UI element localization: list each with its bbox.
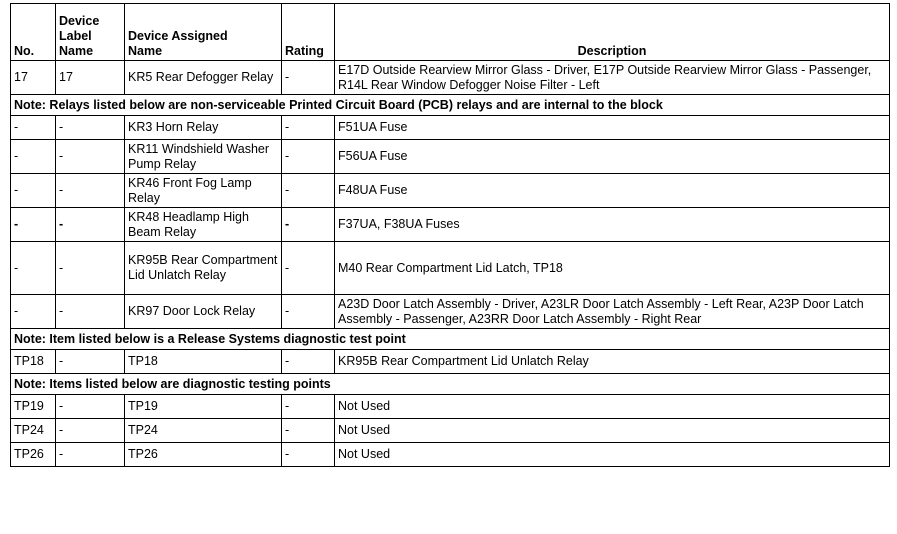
cell-label: - [56, 350, 125, 374]
cell-label: - [56, 174, 125, 208]
cell-description: Not Used [335, 395, 890, 419]
cell-no: - [11, 295, 56, 329]
cell-rating: - [282, 242, 335, 295]
cell-label: - [56, 116, 125, 140]
cell-assigned: TP19 [125, 395, 282, 419]
note-row [11, 95, 890, 116]
table-row [11, 174, 890, 208]
cell-rating: - [282, 116, 335, 140]
note-text: Note: Items listed below are diagnostic testing points [11, 374, 890, 395]
cell-no: TP26 [11, 443, 56, 467]
cell-assigned: KR95B Rear Compartment Lid Unlatch Relay [125, 242, 282, 295]
cell-label: - [56, 242, 125, 295]
header-rating: Rating [282, 4, 335, 61]
cell-assigned: KR11 Windshield Washer Pump Relay [125, 140, 282, 174]
table-row [11, 295, 890, 329]
table-row [11, 443, 890, 467]
table-row [11, 350, 890, 374]
cell-rating: - [282, 208, 335, 242]
table-row [11, 61, 890, 95]
cell-rating: - [282, 140, 335, 174]
cell-rating: - [282, 295, 335, 329]
cell-rating: - [282, 61, 335, 95]
cell-assigned: KR3 Horn Relay [125, 116, 282, 140]
cell-no: TP18 [11, 350, 56, 374]
cell-no: - [11, 116, 56, 140]
header-description: Description [335, 4, 890, 61]
cell-assigned: KR5 Rear Defogger Relay [125, 61, 282, 95]
table-row [11, 242, 890, 295]
cell-description: F56UA Fuse [335, 140, 890, 174]
cell-label: - [56, 295, 125, 329]
cell-no: - [11, 140, 56, 174]
cell-label: - [56, 419, 125, 443]
cell-label: - [56, 140, 125, 174]
table-row [11, 116, 890, 140]
cell-label: 17 [56, 61, 125, 95]
cell-description: Not Used [335, 419, 890, 443]
note-row [11, 329, 890, 350]
cell-description: A23D Door Latch Assembly - Driver, A23LR Door Latch Assembly - Left Rear, A23P Door Latch Assembly - Passenger, A23RR Door Latch Assembly - Right Rear [335, 295, 890, 329]
table-row [11, 395, 890, 419]
cell-description: KR95B Rear Compartment Lid Unlatch Relay [335, 350, 890, 374]
cell-description: F48UA Fuse [335, 174, 890, 208]
cell-assigned: TP26 [125, 443, 282, 467]
cell-rating: - [282, 174, 335, 208]
cell-label: - [56, 443, 125, 467]
cell-description: F51UA Fuse [335, 116, 890, 140]
header-no: No. [11, 4, 56, 61]
cell-description: F37UA, F38UA Fuses [335, 208, 890, 242]
cell-description: E17D Outside Rearview Mirror Glass - Driver, E17P Outside Rearview Mirror Glass - Passenger, R14L Rear Window Defogger Noise Filter - Left [335, 61, 890, 95]
table-row [11, 419, 890, 443]
cell-rating: - [282, 395, 335, 419]
cell-no: TP19 [11, 395, 56, 419]
note-row [11, 374, 890, 395]
note-text: Note: Item listed below is a Release Systems diagnostic test point [11, 329, 890, 350]
note-text: Note: Relays listed below are non-serviceable Printed Circuit Board (PCB) relays and are internal to the block [11, 95, 890, 116]
cell-no: 17 [11, 61, 56, 95]
fuse-relay-table [10, 3, 890, 467]
cell-assigned: TP24 [125, 419, 282, 443]
cell-assigned: TP18 [125, 350, 282, 374]
cell-no: - [11, 242, 56, 295]
header-device-label-name: Device Label Name [56, 4, 125, 61]
cell-assigned: KR97 Door Lock Relay [125, 295, 282, 329]
cell-rating: - [282, 350, 335, 374]
cell-label: - [56, 395, 125, 419]
cell-label: - [56, 208, 125, 242]
table-header-row [11, 4, 890, 61]
cell-no: - [11, 208, 56, 242]
table-row [11, 208, 890, 242]
header-device-assigned-name: Device Assigned Name [125, 4, 282, 61]
cell-description: Not Used [335, 443, 890, 467]
cell-rating: - [282, 443, 335, 467]
cell-no: - [11, 174, 56, 208]
cell-assigned: KR46 Front Fog Lamp Relay [125, 174, 282, 208]
table-row [11, 140, 890, 174]
cell-assigned: KR48 Headlamp High Beam Relay [125, 208, 282, 242]
cell-description: M40 Rear Compartment Lid Latch, TP18 [335, 242, 890, 295]
cell-no: TP24 [11, 419, 56, 443]
cell-rating: - [282, 419, 335, 443]
